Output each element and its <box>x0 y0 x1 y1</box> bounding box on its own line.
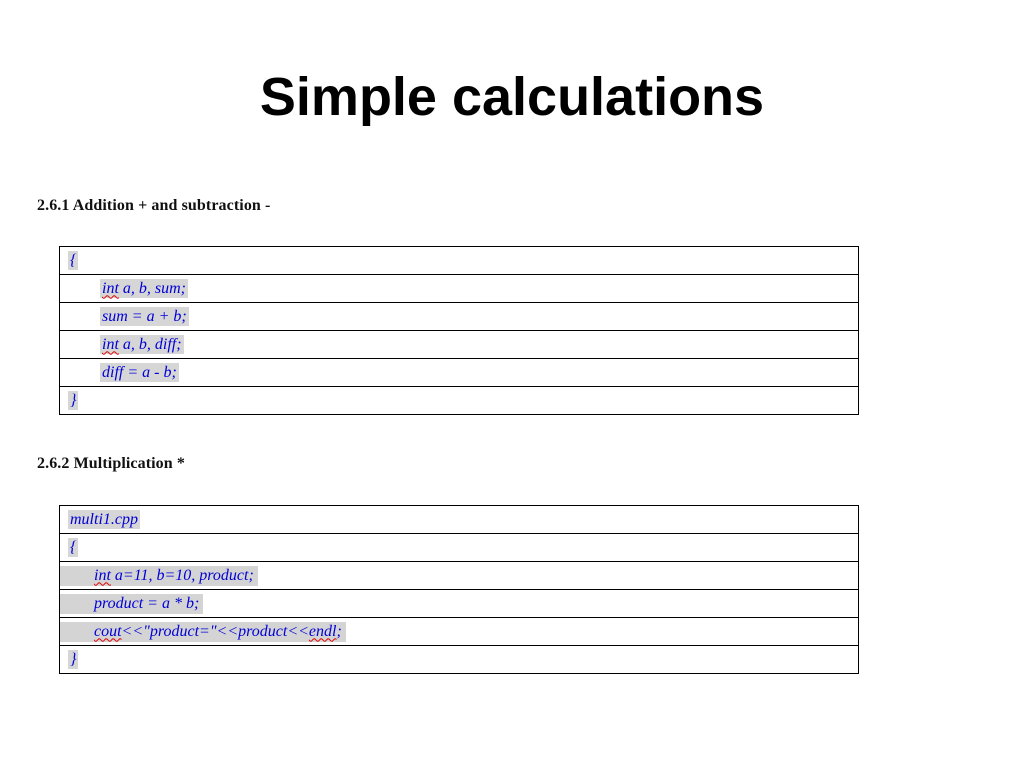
section-heading-multiplication: 2.6.2 Multiplication * <box>37 455 185 472</box>
code-line-diff-expression: diff = a - b; <box>60 359 859 387</box>
code-row <box>60 275 859 303</box>
slide-title: Simple calculations <box>259 67 765 127</box>
code-row <box>60 387 859 415</box>
code-line-filename: multi1.cpp <box>60 506 859 534</box>
code-line-sum-expression: sum = a + b; <box>60 303 859 331</box>
code-line-declare-sum: int a, b, sum; <box>60 275 859 303</box>
code-row <box>60 618 859 646</box>
code-line-cout: cout<<"product="<<product<<endl; <box>60 618 859 646</box>
code-line-declare-diff: int a, b, diff; <box>60 331 859 359</box>
section-heading-addition-subtraction: 2.6.1 Addition + and subtraction - <box>37 197 271 214</box>
code-row <box>60 534 859 562</box>
code-row <box>60 562 859 590</box>
code-row <box>60 359 859 387</box>
code-row <box>60 247 859 275</box>
code-row <box>60 303 859 331</box>
code-line-product-expression: product = a * b; <box>60 590 859 618</box>
code-table-multiplication <box>59 505 859 674</box>
spellcheck-word: cout <box>94 622 122 640</box>
code-row <box>60 331 859 359</box>
code-row <box>60 646 859 674</box>
spellcheck-word: int <box>94 566 111 584</box>
code-row <box>60 506 859 534</box>
code-line-open-brace: { <box>60 247 859 275</box>
code-line-open-brace: { <box>60 534 859 562</box>
code-table-addition-subtraction <box>59 246 859 415</box>
code-line-close-brace: } <box>60 646 859 674</box>
code-line-declare-product: int a=11, b=10, product; <box>60 562 859 590</box>
code-line-close-brace: } <box>60 387 859 415</box>
spellcheck-word: int <box>102 335 119 353</box>
spellcheck-word: int <box>102 279 119 297</box>
code-row <box>60 590 859 618</box>
spellcheck-word: endl <box>308 622 337 640</box>
